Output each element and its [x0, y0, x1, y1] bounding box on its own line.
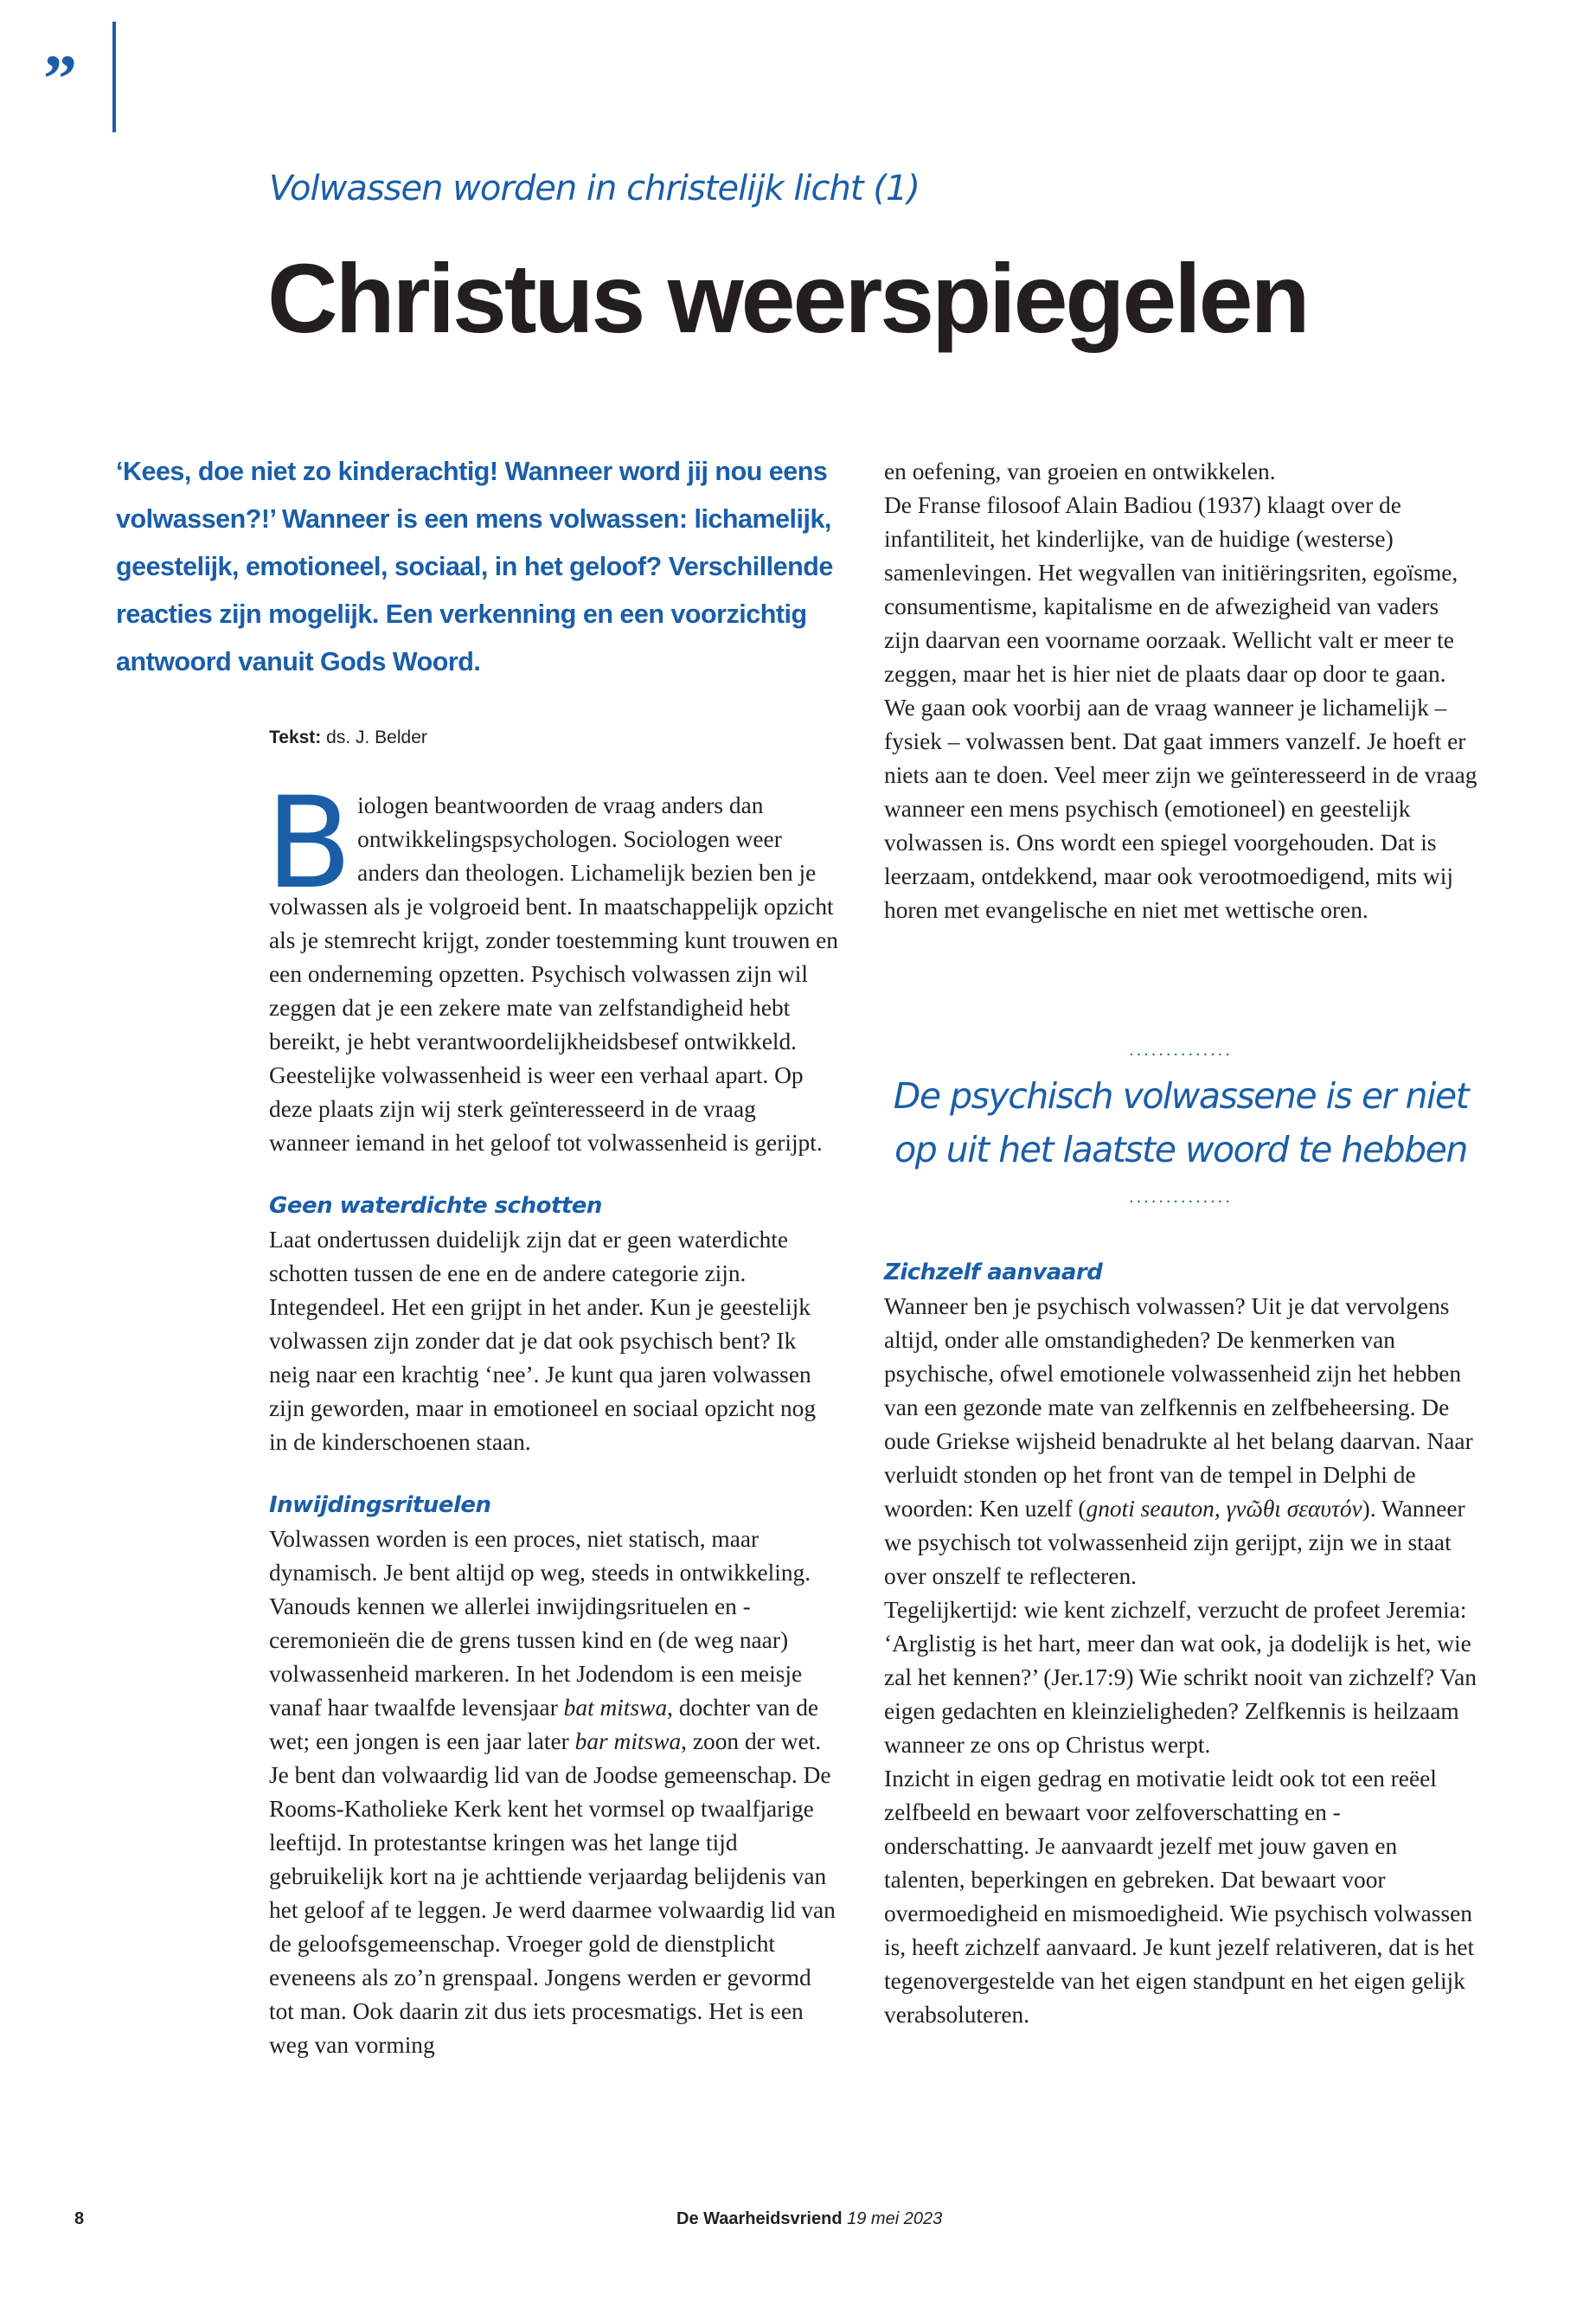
byline — [269, 727, 427, 748]
series-kicker: Volwassen worden in christelijk licht (1) — [269, 169, 920, 208]
pull-quote-line: De psychisch volwassene is er niet — [893, 1075, 1469, 1117]
emphasis-term: bar mitswa — [574, 1728, 682, 1754]
paragraph: We gaan ook voorbij aan de vraag wanneer je lichamelijk – fysiek – volwassen bent. Dat gaat immers vanzelf. Je hoeft er niets aan te doen. Veel meer zijn we geïnteresseerd in de vraag wanneer een mens psychisch (emotioneel) en geestelijk volwassen is. Ons wordt een spiegel voorgehouden. Dat is leerzaam, ontdekkend, maar ook verootmoedigend, mits wij horen met evangelische en niet met wettische oren. — [884, 695, 1477, 923]
pull-quote-text — [884, 1069, 1477, 1176]
byline-label: Tekst: — [269, 727, 322, 747]
pull-quote-divider: .............. — [1129, 1041, 1233, 1060]
article-column-right-bottom — [884, 1256, 1477, 2032]
paragraph-text: Wanneer ben je psychisch volwassen? Uit je dat vervolgens altijd, onder alle omstandigheden? De kenmerken van psychische, ofwel emotionele volwassenheid zijn het hebben van een gezonde mate van zelfkennis en zelfbeheersing. De oude Griekse wijsheid benadrukte al het belang daarvan. Naar verluidt stonden op het front van de tempel in Delphi de woorden: Ken uzelf ( — [884, 1293, 1473, 1522]
paragraph: en oefening, van groeien en ontwikkelen. — [884, 458, 1276, 484]
intro-lead: ‘Kees, doe niet zo kinderachtig! Wanneer word jij nou eens volwassen?!’ Wanneer is een mens volwassen: lichamelijk, geestelijk, emotioneel, sociaal, in het geloof? Verschillende reacties zijn mogelijk. Een verkenning en een voorzichtig antwoord vanuit Gods Woord. — [116, 457, 833, 676]
paragraph — [266, 770, 840, 1160]
emphasis-term: gnoti seauton, γνῶθι σεαυτόν — [1086, 1496, 1362, 1522]
paragraph-text: , zoon der wet. Je bent dan volwaardig lid van de Joodse gemeenschap. De Rooms-Katholieke Kerk kent het vormsel op twaalfjarige leeftijd. In protestantse kringen was het lange tijd gebruikelijk kort na je achttiende verjaardag belijdenis van het geloof af te leggen. Je werd daarmee volwaardig lid van de geloofsgemeenschap. Vroeger gold de dienstplicht eveneens als zo’n grenspaal. Jongens werden er gevormd tot man. Ook daarin zit dus iets procesmatigs. Het is een weg van vorming — [269, 1728, 836, 2058]
paragraph-text: Volwassen worden is een proces, niet statisch, maar dynamisch. Je bent altijd op weg, steeds in ontwikkeling. Vanouds kennen we allerlei inwijdingsrituelen en -ceremonieën die de grens tussen kind en (de weg naar) volwassenheid markeren. In het Jodendom is een meisje vanaf haar twaalfde levensjaar — [269, 1526, 811, 1721]
paragraph: Laat ondertussen duidelijk zijn dat er geen waterdichte schotten tussen de ene en de andere categorie zijn. Integendeel. Het een grijpt in het ander. Kun je geestelijk volwassen zijn zonder dat je dat ook psychisch bent? Ik neig naar een krachtig ‘nee’. Je kunt qua jaren volwassen zijn geworden, maar in emotioneel en sociaal opzicht nog in de kinderschoenen staan. — [269, 1227, 817, 1455]
subheading-waterdichte-schotten: Geen waterdichte schotten — [269, 1193, 602, 1219]
article-column-right-top — [884, 455, 1477, 927]
paragraph: Tegelijkertijd: wie kent zichzelf, verzucht de profeet Jeremia: ‘Arglistig is het hart, meer dan wat ook, ja dodelijk is het, wie zal het kennen?’ (Jer.17:9) Wie schrikt nooit van zichzelf? Van eigen gedachten en kleinzieligheden? Zelfkennis is heilzaam wanneer ze ons op Christus werpt. — [884, 1597, 1477, 1758]
publication-name: De Waarheidsvriend — [676, 2209, 843, 2228]
paragraph: Inzicht in eigen gedrag en motivatie leidt ook tot een reëel zelfbeeld en bewaart voor zelfoverschatting en -onderschatting. Je aanvaardt jezelf met jouw gaven en talenten, beperkingen en gebreken. Dat bewaart voor overmoedigheid en mismoedigheid. Wie psychisch volwassen is, heeft zichzelf aanvaard. Je kunt jezelf relativeren, dat is het tegenovergestelde van het eigen standpunt en het eigen gelijk verabsoluteren. — [884, 1766, 1475, 2028]
publication-date: 19 mei 2023 — [847, 2209, 943, 2228]
byline-author: ds. J. Belder — [326, 727, 427, 747]
paragraph-text: , dochter van de wet; een jongen is een jaar later — [269, 1695, 819, 1754]
paragraph-text: ). Wanneer we psychisch tot volwassenheid zijn gerijpt, zijn we in staat over onszelf te reflecteren. — [884, 1496, 1465, 1589]
drop-cap: B — [266, 770, 353, 917]
header-rule — [112, 22, 116, 132]
pull-quote — [884, 1042, 1477, 1206]
page-title: Christus weerspiegelen — [267, 244, 1308, 353]
paragraph — [884, 1290, 1477, 1593]
pull-quote-divider: .............. — [1129, 1188, 1233, 1207]
page-number: 8 — [74, 2209, 85, 2228]
quote-mark-icon: ” — [43, 41, 77, 116]
footer-publication — [676, 2209, 942, 2229]
emphasis-term: bat mitswa — [563, 1695, 668, 1721]
article-column-left — [266, 770, 840, 2062]
paragraph-text: iologen beantwoorden de vraag anders dan ontwikkelingspsychologen. Sociologen weer anders dan theologen. Lichamelijk bezien ben je volwassen als je volgroeid bent. In maatschappelijk opzicht als je stemrecht krijgt, zonder toestemming kunt trouwen en een onderneming opzetten. Psychisch volwassen zijn wil zeggen dat je een zekere mate van zelfstandigheid hebt bereikt, je hebt verantwoordelijkheidsbesef ontwikkeld. Geestelijke volwassenheid is weer een verhaal apart. Op deze plaats zijn wij sterk geïnteresseerd in de vraag wanneer iemand in het geloof tot volwassenheid is gerijpt. — [269, 792, 838, 1156]
subheading-zichzelf-aanvaard: Zichzelf aanvaard — [884, 1259, 1103, 1285]
paragraph: De Franse filosoof Alain Badiou (1937) klaagt over de infantiliteit, het kinderlijke, van de huidige (westerse) samenlevingen. Het wegvallen van initiëringsriten, egoïsme, consumentisme, kapitalisme en de afwezigheid van vaders zijn daarvan een voorname oorzaak. Wellicht valt er meer te zeggen, maar het is hier niet de plaats daar op door te gaan. — [884, 492, 1458, 687]
paragraph — [269, 1522, 840, 2062]
pull-quote-line: op uit het laatste woord te hebben — [894, 1129, 1467, 1170]
subheading-inwijdingsrituelen: Inwijdingsrituelen — [269, 1492, 491, 1518]
